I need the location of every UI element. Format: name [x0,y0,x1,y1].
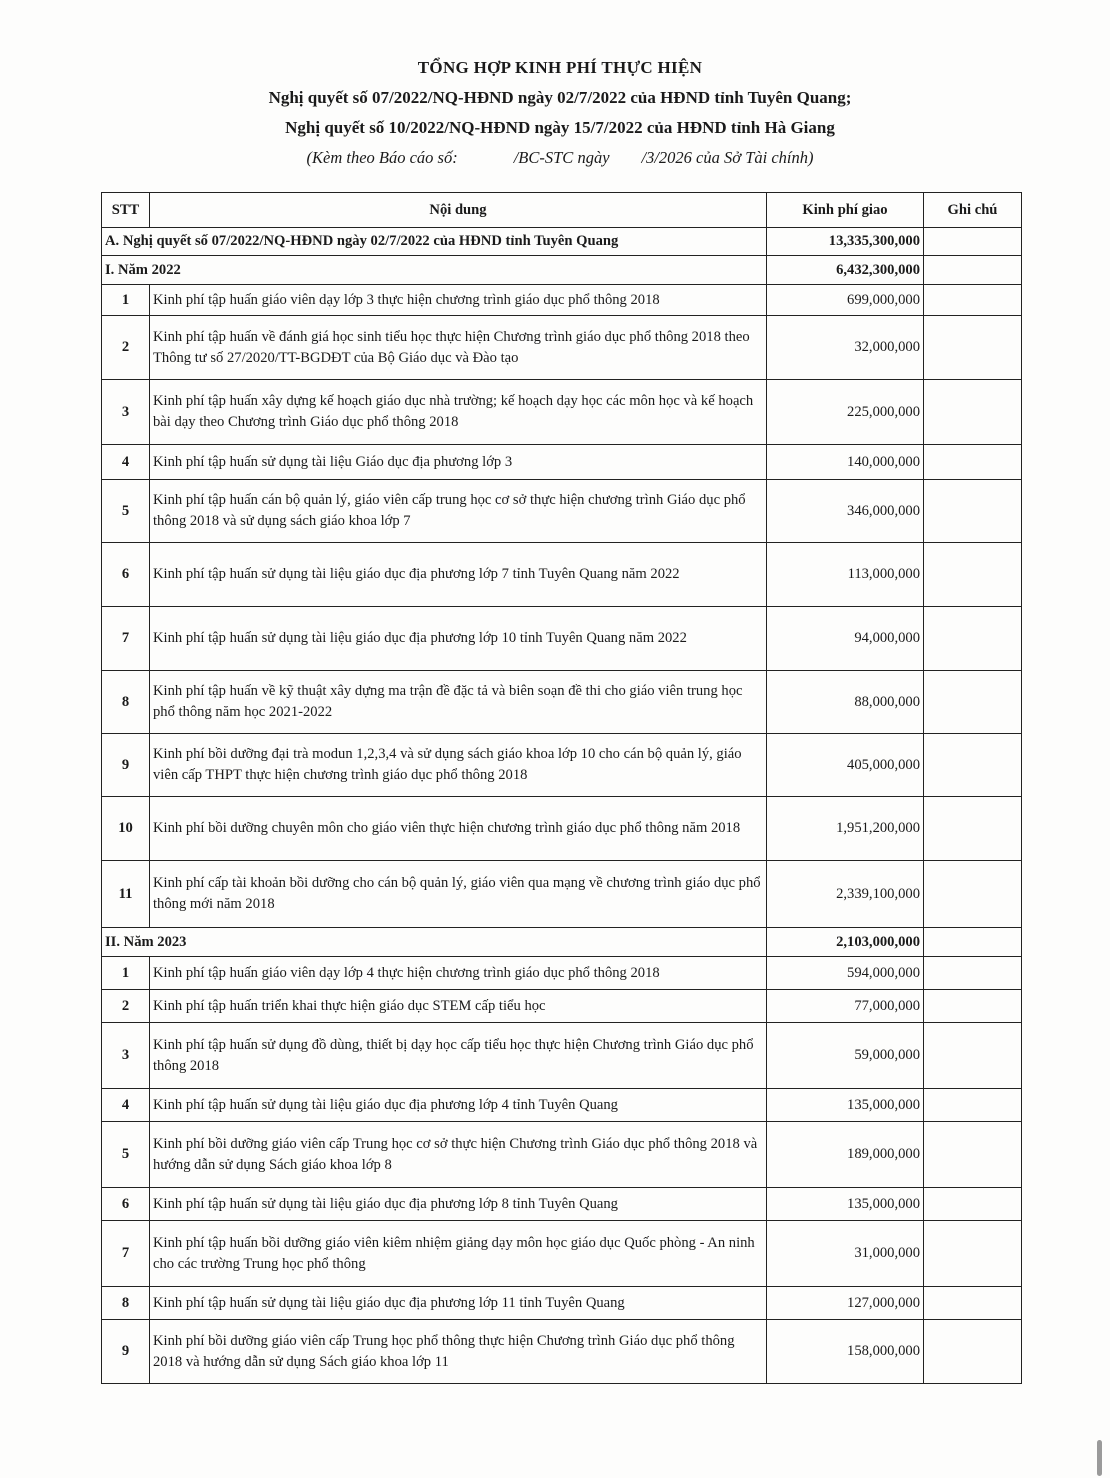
table-row [102,480,1022,543]
note-cell [924,1122,1022,1188]
row-amount: 189,000,000 [767,1122,924,1188]
scroll-indicator[interactable] [1097,1440,1102,1476]
table-row [102,957,1022,990]
section-a-label: A. Nghị quyết số 07/2022/NQ-HĐND ngày 02/7/2022 của HĐND tỉnh Tuyên Quang [102,228,767,256]
note-cell [924,543,1022,607]
row-content: Kinh phí tập huấn sử dụng đồ dùng, thiết bị dạy học cấp tiểu học thực hiện Chương trình Giáo dục phổ thông 2018 [150,1023,767,1089]
row-content: Kinh phí tập huấn giáo viên dạy lớp 4 thực hiện chương trình giáo dục phổ thông 2018 [150,957,767,990]
row-stt: 1 [102,957,150,990]
row-amount: 594,000,000 [767,957,924,990]
year-2023-amount: 2,103,000,000 [767,928,924,957]
row-amount: 94,000,000 [767,607,924,671]
note-cell [924,480,1022,543]
attachment-note-part-1: (Kèm theo Báo cáo số: [306,148,458,167]
table-row [102,1320,1022,1384]
attachment-note [100,148,1020,168]
note-cell [924,256,1022,285]
table-row [102,1122,1022,1188]
table-row [102,861,1022,928]
note-cell [924,1089,1022,1122]
note-cell [924,1287,1022,1320]
year-2023-row [102,928,1022,957]
row-content: Kinh phí tập huấn cán bộ quản lý, giáo viên cấp trung học cơ sở thực hiện chương trình Giáo dục phổ thông 2018 và sử dụng sách giáo khoa lớp 7 [150,480,767,543]
table-row [102,734,1022,797]
row-stt: 2 [102,990,150,1023]
table-header-row [102,193,1022,228]
row-stt: 11 [102,861,150,928]
col-header-amount: Kinh phí giao [767,193,924,228]
row-stt: 6 [102,543,150,607]
row-amount: 135,000,000 [767,1089,924,1122]
row-stt: 9 [102,1320,150,1384]
row-amount: 113,000,000 [767,543,924,607]
attachment-note-part-3: /3/2026 của Sở Tài chính) [641,148,814,167]
row-stt: 4 [102,1089,150,1122]
table-row [102,607,1022,671]
row-amount: 699,000,000 [767,285,924,316]
year-2022-amount: 6,432,300,000 [767,256,924,285]
table-row [102,316,1022,380]
section-a-amount: 13,335,300,000 [767,228,924,256]
note-cell [924,861,1022,928]
table-row [102,1089,1022,1122]
row-content: Kinh phí tập huấn bồi dưỡng giáo viên kiêm nhiệm giảng dạy môn học giáo dục Quốc phòng - An ninh cho các trường Trung học phổ thông [150,1221,767,1287]
row-stt: 4 [102,445,150,480]
row-stt: 8 [102,671,150,734]
row-stt: 3 [102,1023,150,1089]
row-content: Kinh phí bồi dưỡng chuyên môn cho giáo viên thực hiện chương trình giáo dục phổ thông năm 2018 [150,797,767,861]
note-cell [924,285,1022,316]
year-2022-row [102,256,1022,285]
row-amount: 1,951,200,000 [767,797,924,861]
row-amount: 346,000,000 [767,480,924,543]
row-stt: 2 [102,316,150,380]
row-stt: 7 [102,1221,150,1287]
row-amount: 31,000,000 [767,1221,924,1287]
row-stt: 8 [102,1287,150,1320]
note-cell [924,1221,1022,1287]
row-content: Kinh phí tập huấn sử dụng tài liệu Giáo dục địa phương lớp 3 [150,445,767,480]
row-content: Kinh phí tập huấn sử dụng tài liệu giáo dục địa phương lớp 4 tỉnh Tuyên Quang [150,1089,767,1122]
row-content: Kinh phí tập huấn về đánh giá học sinh tiểu học thực hiện Chương trình giáo dục phổ thông 2018 theo Thông tư số 27/2020/TT-BGDĐT của Bộ Giáo dục và Đào tạo [150,316,767,380]
row-amount: 127,000,000 [767,1287,924,1320]
row-content: Kinh phí bồi dưỡng giáo viên cấp Trung học phổ thông thực hiện Chương trình Giáo dục phổ thông 2018 và hướng dẫn sử dụng Sách giáo khoa lớp 11 [150,1320,767,1384]
note-cell [924,990,1022,1023]
document-title: TỔNG HỢP KINH PHÍ THỰC HIỆN [417,58,703,77]
row-amount: 135,000,000 [767,1188,924,1221]
note-cell [924,445,1022,480]
row-stt: 1 [102,285,150,316]
row-content: Kinh phí tập huấn sử dụng tài liệu giáo dục địa phương lớp 10 tỉnh Tuyên Quang năm 2022 [150,607,767,671]
note-cell [924,928,1022,957]
resolution-line-2: Nghị quyết số 10/2022/NQ-HĐND ngày 15/7/2022 của HĐND tỉnh Hà Giang [285,118,835,137]
row-content: Kinh phí bồi dưỡng giáo viên cấp Trung học cơ sở thực hiện Chương trình Giáo dục phổ thông 2018 và hướng dẫn sử dụng Sách giáo khoa lớp 8 [150,1122,767,1188]
row-amount: 2,339,100,000 [767,861,924,928]
row-content: Kinh phí tập huấn sử dụng tài liệu giáo dục địa phương lớp 7 tỉnh Tuyên Quang năm 2022 [150,543,767,607]
note-cell [924,797,1022,861]
section-a-row [102,228,1022,256]
table-row [102,1287,1022,1320]
note-cell [924,228,1022,256]
row-content: Kinh phí bồi dưỡng đại trà modun 1,2,3,4 và sử dụng sách giáo khoa lớp 10 cho cán bộ quản lý, giáo viên cấp THPT thực hiện chương trình giáo dục phổ thông 2018 [150,734,767,797]
note-cell [924,734,1022,797]
year-2022-label: I. Năm 2022 [102,256,767,285]
table-row [102,285,1022,316]
row-stt: 7 [102,607,150,671]
col-header-content: Nội dung [150,193,767,228]
col-header-note: Ghi chú [924,193,1022,228]
table-row [102,1221,1022,1287]
attachment-note-part-2: /BC-STC ngày [513,148,610,167]
row-amount: 32,000,000 [767,316,924,380]
row-stt: 5 [102,1122,150,1188]
row-amount: 59,000,000 [767,1023,924,1089]
budget-table [101,192,1022,1384]
row-stt: 10 [102,797,150,861]
row-content: Kinh phí cấp tài khoản bồi dưỡng cho cán bộ quản lý, giáo viên qua mạng về chương trình giáo dục phổ thông mới năm 2018 [150,861,767,928]
row-stt: 3 [102,380,150,445]
note-cell [924,1188,1022,1221]
row-amount: 158,000,000 [767,1320,924,1384]
row-stt: 5 [102,480,150,543]
row-amount: 225,000,000 [767,380,924,445]
table-row [102,380,1022,445]
year-2023-label: II. Năm 2023 [102,928,767,957]
note-cell [924,1023,1022,1089]
table-row [102,990,1022,1023]
note-cell [924,380,1022,445]
row-amount: 88,000,000 [767,671,924,734]
row-amount: 140,000,000 [767,445,924,480]
table-row [102,445,1022,480]
table-row [102,797,1022,861]
row-amount: 77,000,000 [767,990,924,1023]
table-row [102,1023,1022,1089]
row-content: Kinh phí tập huấn xây dựng kế hoạch giáo dục nhà trường; kế hoạch dạy học các môn học và kế hoạch bài dạy theo Chương trình Giáo dục phổ thông 2018 [150,380,767,445]
row-content: Kinh phí tập huấn sử dụng tài liệu giáo dục địa phương lớp 11 tỉnh Tuyên Quang [150,1287,767,1320]
note-cell [924,607,1022,671]
table-row [102,671,1022,734]
row-content: Kinh phí tập huấn triển khai thực hiện giáo dục STEM cấp tiểu học [150,990,767,1023]
note-cell [924,957,1022,990]
col-header-stt: STT [102,193,150,228]
note-cell [924,671,1022,734]
row-content: Kinh phí tập huấn sử dụng tài liệu giáo dục địa phương lớp 8 tỉnh Tuyên Quang [150,1188,767,1221]
resolution-line-1: Nghị quyết số 07/2022/NQ-HĐND ngày 02/7/2022 của HĐND tỉnh Tuyên Quang; [268,88,852,107]
note-cell [924,316,1022,380]
row-amount: 405,000,000 [767,734,924,797]
row-content: Kinh phí tập huấn giáo viên dạy lớp 3 thực hiện chương trình giáo dục phổ thông 2018 [150,285,767,316]
row-stt: 6 [102,1188,150,1221]
row-stt: 9 [102,734,150,797]
table-row [102,543,1022,607]
note-cell [924,1320,1022,1384]
table-row [102,1188,1022,1221]
row-content: Kinh phí tập huấn về kỹ thuật xây dựng ma trận đề đặc tả và biên soạn đề thi cho giáo viên trung học phổ thông năm học 2021-2022 [150,671,767,734]
